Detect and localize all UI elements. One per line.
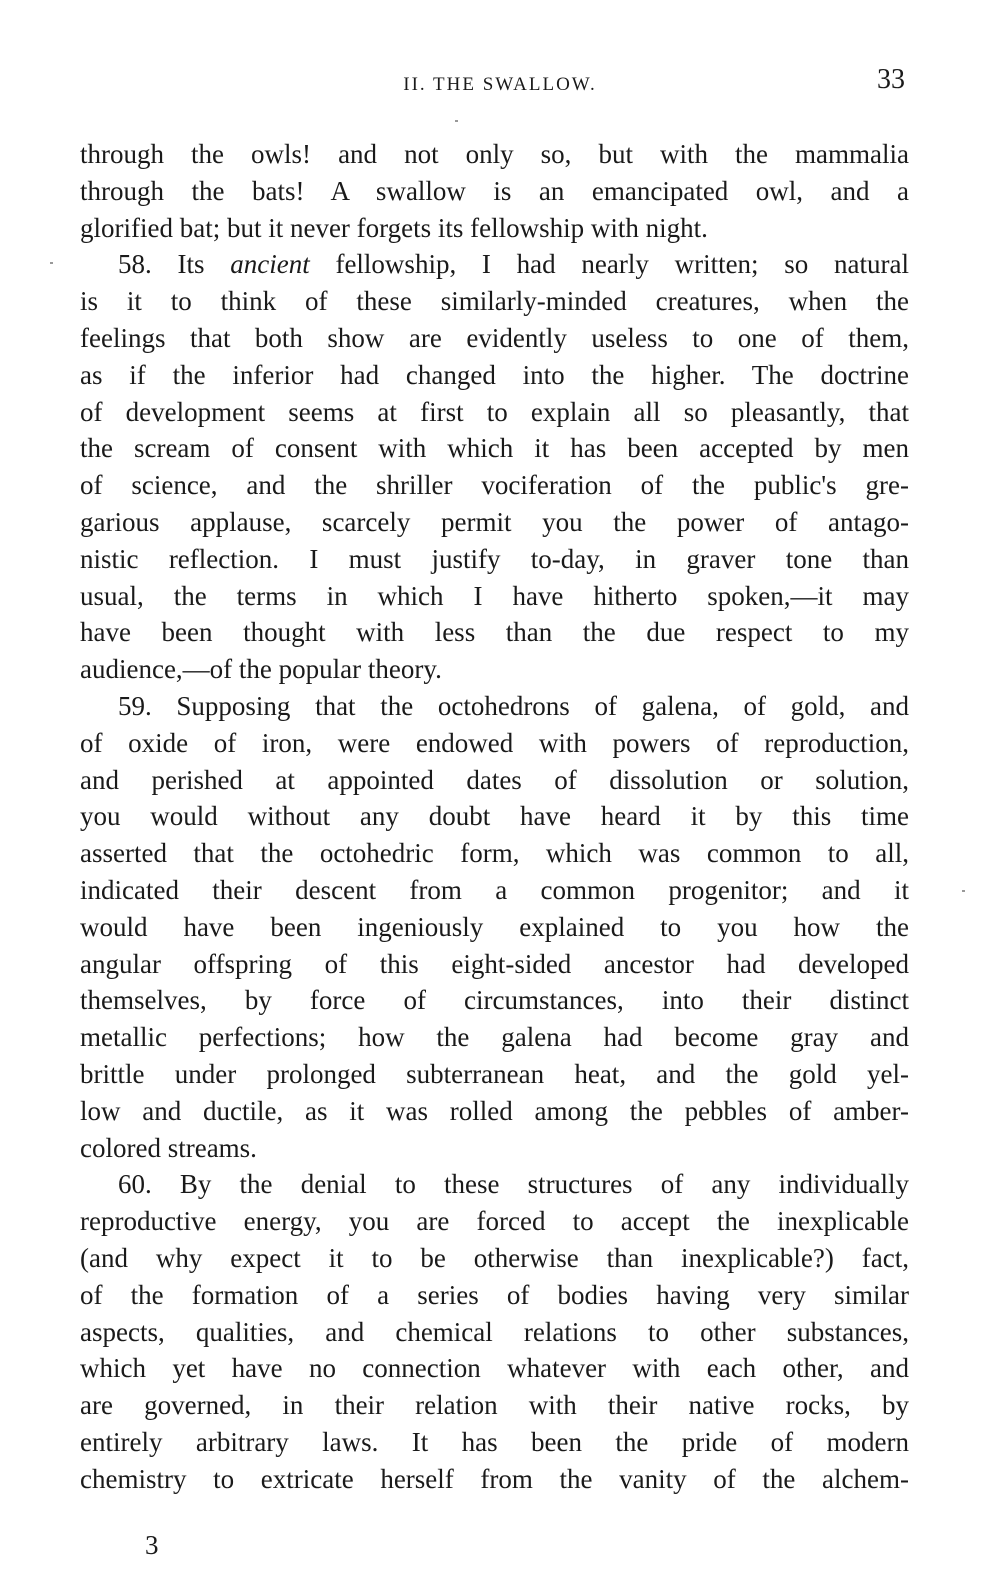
text-line: brittle under prolonged subterranean heat, and the gold yel-: [80, 1058, 909, 1089]
text-line: themselves, by force of circumstances, into their distinct: [80, 985, 909, 1016]
text-line: of development seems at first to explain all so pleasantly, that: [80, 396, 909, 427]
text-line: through the bats! A swallow is an emancipated owl, and a: [80, 175, 909, 206]
text-line: audience,—of the popular theory.: [80, 654, 442, 685]
paragraph-58-start: 58. Its ancient fellowship, I had nearly written; so natural: [118, 249, 910, 280]
text-line: have been thought with less than the due respect to my: [80, 617, 909, 648]
italic-emphasis: ancient: [230, 249, 310, 280]
text-line: reproductive energy, you are forced to accept the inexplicable: [80, 1206, 909, 1237]
text-line: nistic reflection. I must justify to-day, in graver tone than: [80, 543, 909, 574]
text-line: of the formation of a series of bodies having very similar: [80, 1279, 909, 1310]
text-line: are governed, in their relation with their native rocks, by: [80, 1390, 909, 1421]
text-line: indicated their descent from a common progenitor; and it: [80, 874, 909, 905]
running-title: II. THE SWALLOW.: [403, 74, 597, 95]
paper-speck: [962, 890, 965, 892]
body-text: [80, 136, 909, 1497]
text-line: colored streams.: [80, 1132, 257, 1163]
text-line: as if the inferior had changed into the higher. The doctrine: [80, 359, 909, 390]
page-number: 33: [877, 64, 905, 95]
text-line: usual, the terms in which I have hitherto spoken,—it may: [80, 580, 909, 611]
text-line: entirely arbitrary laws. It has been the pride of modern: [80, 1426, 909, 1457]
text-line: low and ductile, as it was rolled among the pebbles of amber-: [80, 1095, 909, 1126]
paper-speck: [50, 262, 53, 264]
text-line: glorified bat; but it never forgets its fellowship with night.: [80, 212, 708, 243]
text-line: asserted that the octohedric form, which was common to all,: [80, 838, 909, 869]
paragraph-60-start: 60. By the denial to these structures of any individually: [118, 1169, 909, 1200]
text-line: through the owls! and not only so, but with the mammalia: [80, 139, 909, 169]
text-line: (and why expect it to be otherwise than inexplicable?) fact,: [80, 1242, 909, 1273]
text-line: the scream of consent with which it has been accepted by men: [80, 433, 909, 464]
paragraph-59-start: 59. Supposing that the octohedrons of galena, of gold, and: [118, 690, 909, 721]
text-line: aspects, qualities, and chemical relations to other substances,: [80, 1316, 909, 1347]
text-line: you would without any doubt have heard it by this time: [80, 801, 909, 832]
text-line: which yet have no connection whatever with each other, and: [80, 1353, 909, 1384]
signature-mark: 3: [145, 1530, 159, 1560]
text-line: garious applause, scarcely permit you the power of antago-: [80, 506, 909, 537]
text-line: metallic perfections; how the galena had become gray and: [80, 1022, 909, 1053]
paper-speck: [455, 120, 458, 122]
text-line: would have been ingeniously explained to you how the: [80, 911, 909, 942]
text-line: feelings that both show are evidently useless to one of them,: [80, 322, 909, 353]
text-line: of oxide of iron, were endowed with powers of reproduction,: [80, 727, 909, 758]
text-line: and perished at appointed dates of dissolution or solution,: [80, 764, 909, 795]
text-line: of science, and the shriller vociferation of the public's gre-: [80, 470, 909, 501]
text-line: angular offspring of this eight-sided ancestor had developed: [80, 948, 909, 979]
running-head: [0, 64, 1000, 104]
text-line: is it to think of these similarly-minded creatures, when the: [80, 286, 909, 317]
text-line: chemistry to extricate herself from the vanity of the alchem-: [80, 1463, 909, 1494]
